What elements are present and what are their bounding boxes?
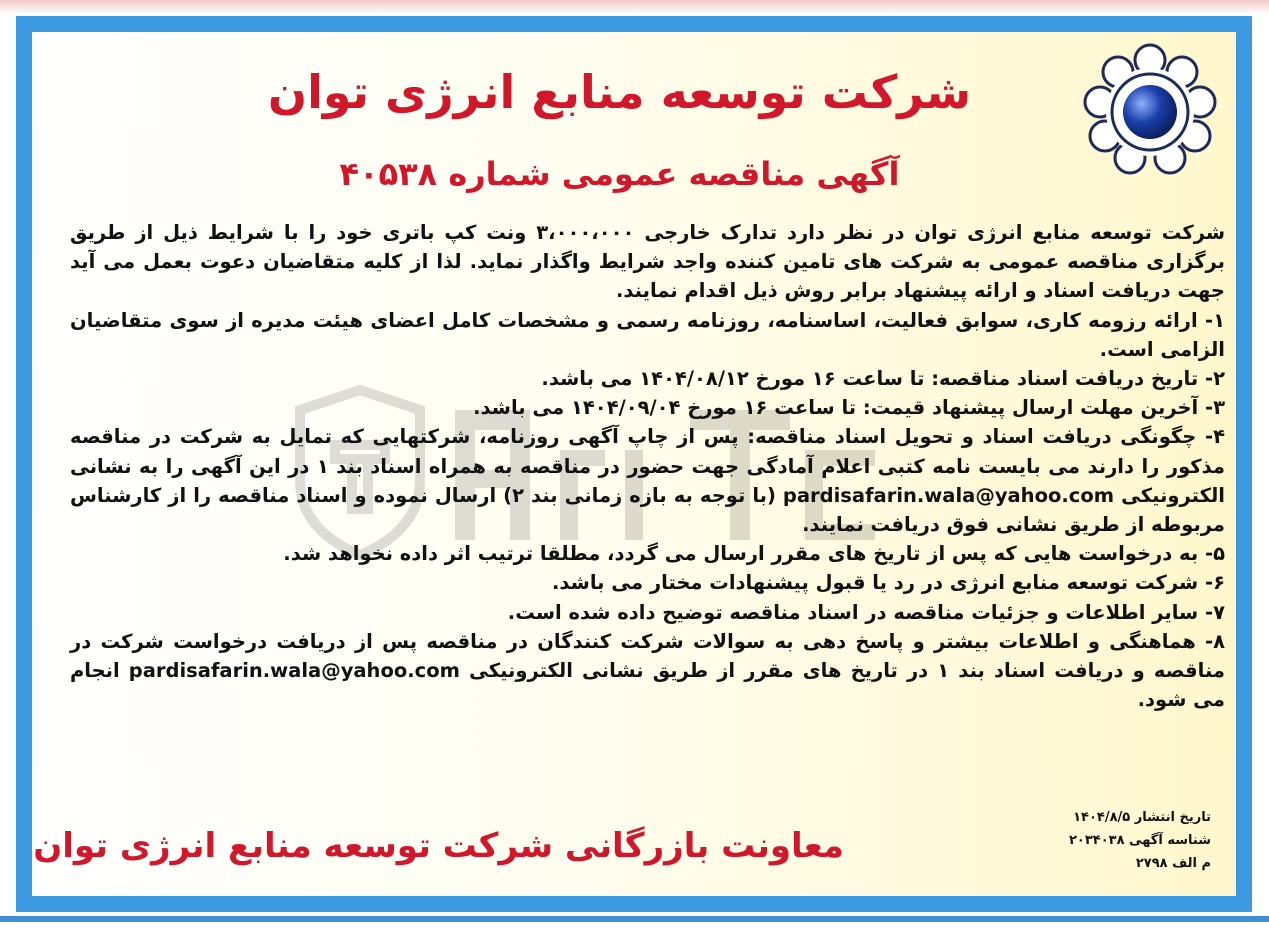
- company-title: شرکت توسعه منابع انرژی توان: [267, 65, 972, 119]
- intro-paragraph: شرکت توسعه منابع انرژی توان در نظر دارد تدارک خارجی ۳،۰۰۰،۰۰۰ ونت کپ باتری خود را با شرایط ذیل از طریق برگزاری مناقصه عمومی به شرکت های تامین کننده واجد شرایط واگذار نماید. لذا از کلیه متقاضیان دعوت بعمل می آید جهت دریافت اسناد و ارائه پیشنهاد برابر روش ذیل اقدام نمایند.: [70, 221, 1225, 303]
- item-4: [70, 422, 1225, 539]
- ad-body: [70, 218, 1225, 714]
- item-6: ۶- شرکت توسعه منابع انرژی در رد یا قبول پیشنهادات مختار می باشد.: [551, 571, 1225, 595]
- tender-subtitle: آگهی مناقصه عمومی شماره ۴۰۵۳۸: [339, 155, 900, 193]
- item-7: ۷- سایر اطلاعات و جزئیات مناقصه در اسناد مناقصه توضیح داده شده است.: [507, 600, 1225, 624]
- item-8-email: pardisafarin.wala@yahoo.com: [128, 659, 460, 683]
- publication-info: [1069, 806, 1211, 875]
- publish-date: تاریخ انتشار ۱۴۰۴/۸/۵: [1073, 810, 1211, 825]
- bottom-strip: [0, 916, 1269, 937]
- signature-line: معاونت بازرگانی شرکت توسعه منابع انرژی توان: [33, 826, 844, 866]
- item-8-text-a: ۸- هماهنگی و اطلاعات بیشتر و پاسخ دهی به سوالات شرکت کنندگان در مناقصه پس از دریافت درخواست شرکت در مناقصه و دریافت اسناد بند ۱ در تاریخ های مقرر از طریق نشانی الکترونیکی: [70, 629, 1225, 683]
- item-4-text-b: (با توجه به بازه زمانی بند ۲) ارسال نموده و اسناد مناقصه را از کارشناس مربوطه از طریق نشانی فوق دریافت نمایند.: [70, 483, 1225, 537]
- ref-code: م الف ۲۷۹۸: [1135, 856, 1211, 871]
- item-1: ۱- ارائه رزومه کاری، سوابق فعالیت، اساسنامه، روزنامه رسمی و مشخصات کامل اعضای هیئت مدیره از سوی متقاضیان الزامی است.: [70, 308, 1225, 361]
- item-8: [70, 627, 1225, 715]
- item-4-text-a: ۴- چگونگی دریافت اسناد و تحویل اسناد مناقصه: پس از چاپ آگهی روزنامه، شرکتهایی که تمایل به شرکت در مناقصه مذکور را دارند می بایست نامه کتبی اعلام آمادگی جهت حضور در مناقصه به همراه اسناد بند ۱ در این آگهی را به نشانی الکترونیکی: [70, 425, 1225, 507]
- item-8-text-b: انجام می شود.: [70, 659, 1225, 712]
- top-strip: [0, 0, 1269, 14]
- ad-id: شناسه آگهی ۲۰۳۴۰۳۸: [1069, 833, 1211, 848]
- item-2: ۲- تاریخ دریافت اسناد مناقصه: تا ساعت ۱۶ مورخ ۱۴۰۴/۰۸/۱۲ می باشد.: [541, 367, 1225, 391]
- item-4-email: pardisafarin.wala@yahoo.com: [782, 483, 1115, 507]
- sun-flower-emblem-icon: [1075, 40, 1225, 180]
- item-3: ۳- آخرین مهلت ارسال پیشنهاد قیمت: تا ساعت ۱۶ مورخ ۱۴۰۴/۰۹/۰۴ می باشد.: [473, 396, 1225, 420]
- item-5: ۵- به درخواست هایی که پس از تاریخ های مقرر ارسال می گردد، مطلقا ترتیب اثر داده نخواهد شد.: [283, 542, 1225, 566]
